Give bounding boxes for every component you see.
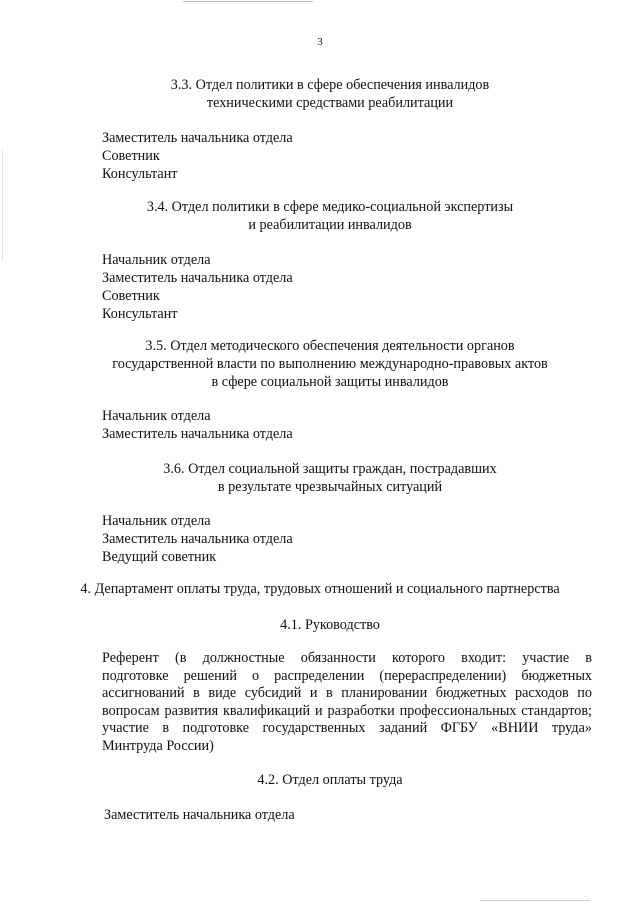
position-item: Консультант	[102, 306, 178, 322]
section-3-3-heading: 3.3. Отдел политики в сфере обеспечения инвалидов техническими средствами реабилитации	[170, 77, 490, 111]
section-4-1-heading: 4.1. Руководство	[280, 617, 380, 633]
section-4-2-heading: 4.2. Отдел оплаты труда	[257, 772, 403, 788]
position-item: Советник	[102, 148, 160, 164]
section-3-5-heading: 3.5. Отдел методического обеспечения деятельности органов государственной власти по выполнению международно-правовых актов в сфере социальной защиты инвалидов	[112, 338, 548, 390]
position-item: Ведущий советник	[102, 549, 217, 565]
position-item: Начальник отдела	[102, 513, 211, 529]
section-3-4-positions	[102, 251, 582, 323]
section-3-6-heading: 3.6. Отдел социальной защиты граждан, пострадавших в результате чрезвычайных ситуаций	[163, 461, 497, 495]
scan-artifact-left	[2, 150, 3, 260]
section-4-2-positions	[104, 806, 584, 824]
position-item: Начальник отдела	[102, 408, 211, 424]
section-3-6-positions	[102, 512, 582, 566]
department-4-heading: 4. Департамент оплаты труда, трудовых отношений и социального партнерства	[80, 581, 560, 597]
position-item: Заместитель начальника отдела	[104, 807, 295, 823]
page-number: 3	[317, 36, 323, 48]
position-item: Заместитель начальника отдела	[102, 270, 293, 286]
position-item: Заместитель начальника отдела	[102, 531, 293, 547]
position-item: Заместитель начальника отдела	[102, 426, 293, 442]
scan-artifact-bottom	[480, 900, 590, 901]
scan-artifact-top	[183, 1, 313, 2]
section-3-4-heading: 3.4. Отдел политики в сфере медико-социальной экспертизы и реабилитации инвалидов	[146, 199, 514, 233]
position-item: Советник	[102, 288, 160, 304]
section-3-5-positions	[102, 407, 582, 443]
position-item: Заместитель начальника отдела	[102, 130, 293, 146]
section-4-1-paragraph: Референт (в должностные обязанности которого входит: участие в подготовке решений о распределении (перераспределении) бюджетных ассигнований в виде субсидий и в планировании бюджетных расходов по вопросам развития квалификаций и разработки профессиональных стандартов; участие в подготовке государственных заданий ФГБУ «ВНИИ труда» Минтруда России)	[102, 650, 592, 754]
position-item: Консультант	[102, 166, 178, 182]
position-item: Начальник отдела	[102, 252, 211, 268]
section-3-3-positions	[102, 129, 582, 183]
